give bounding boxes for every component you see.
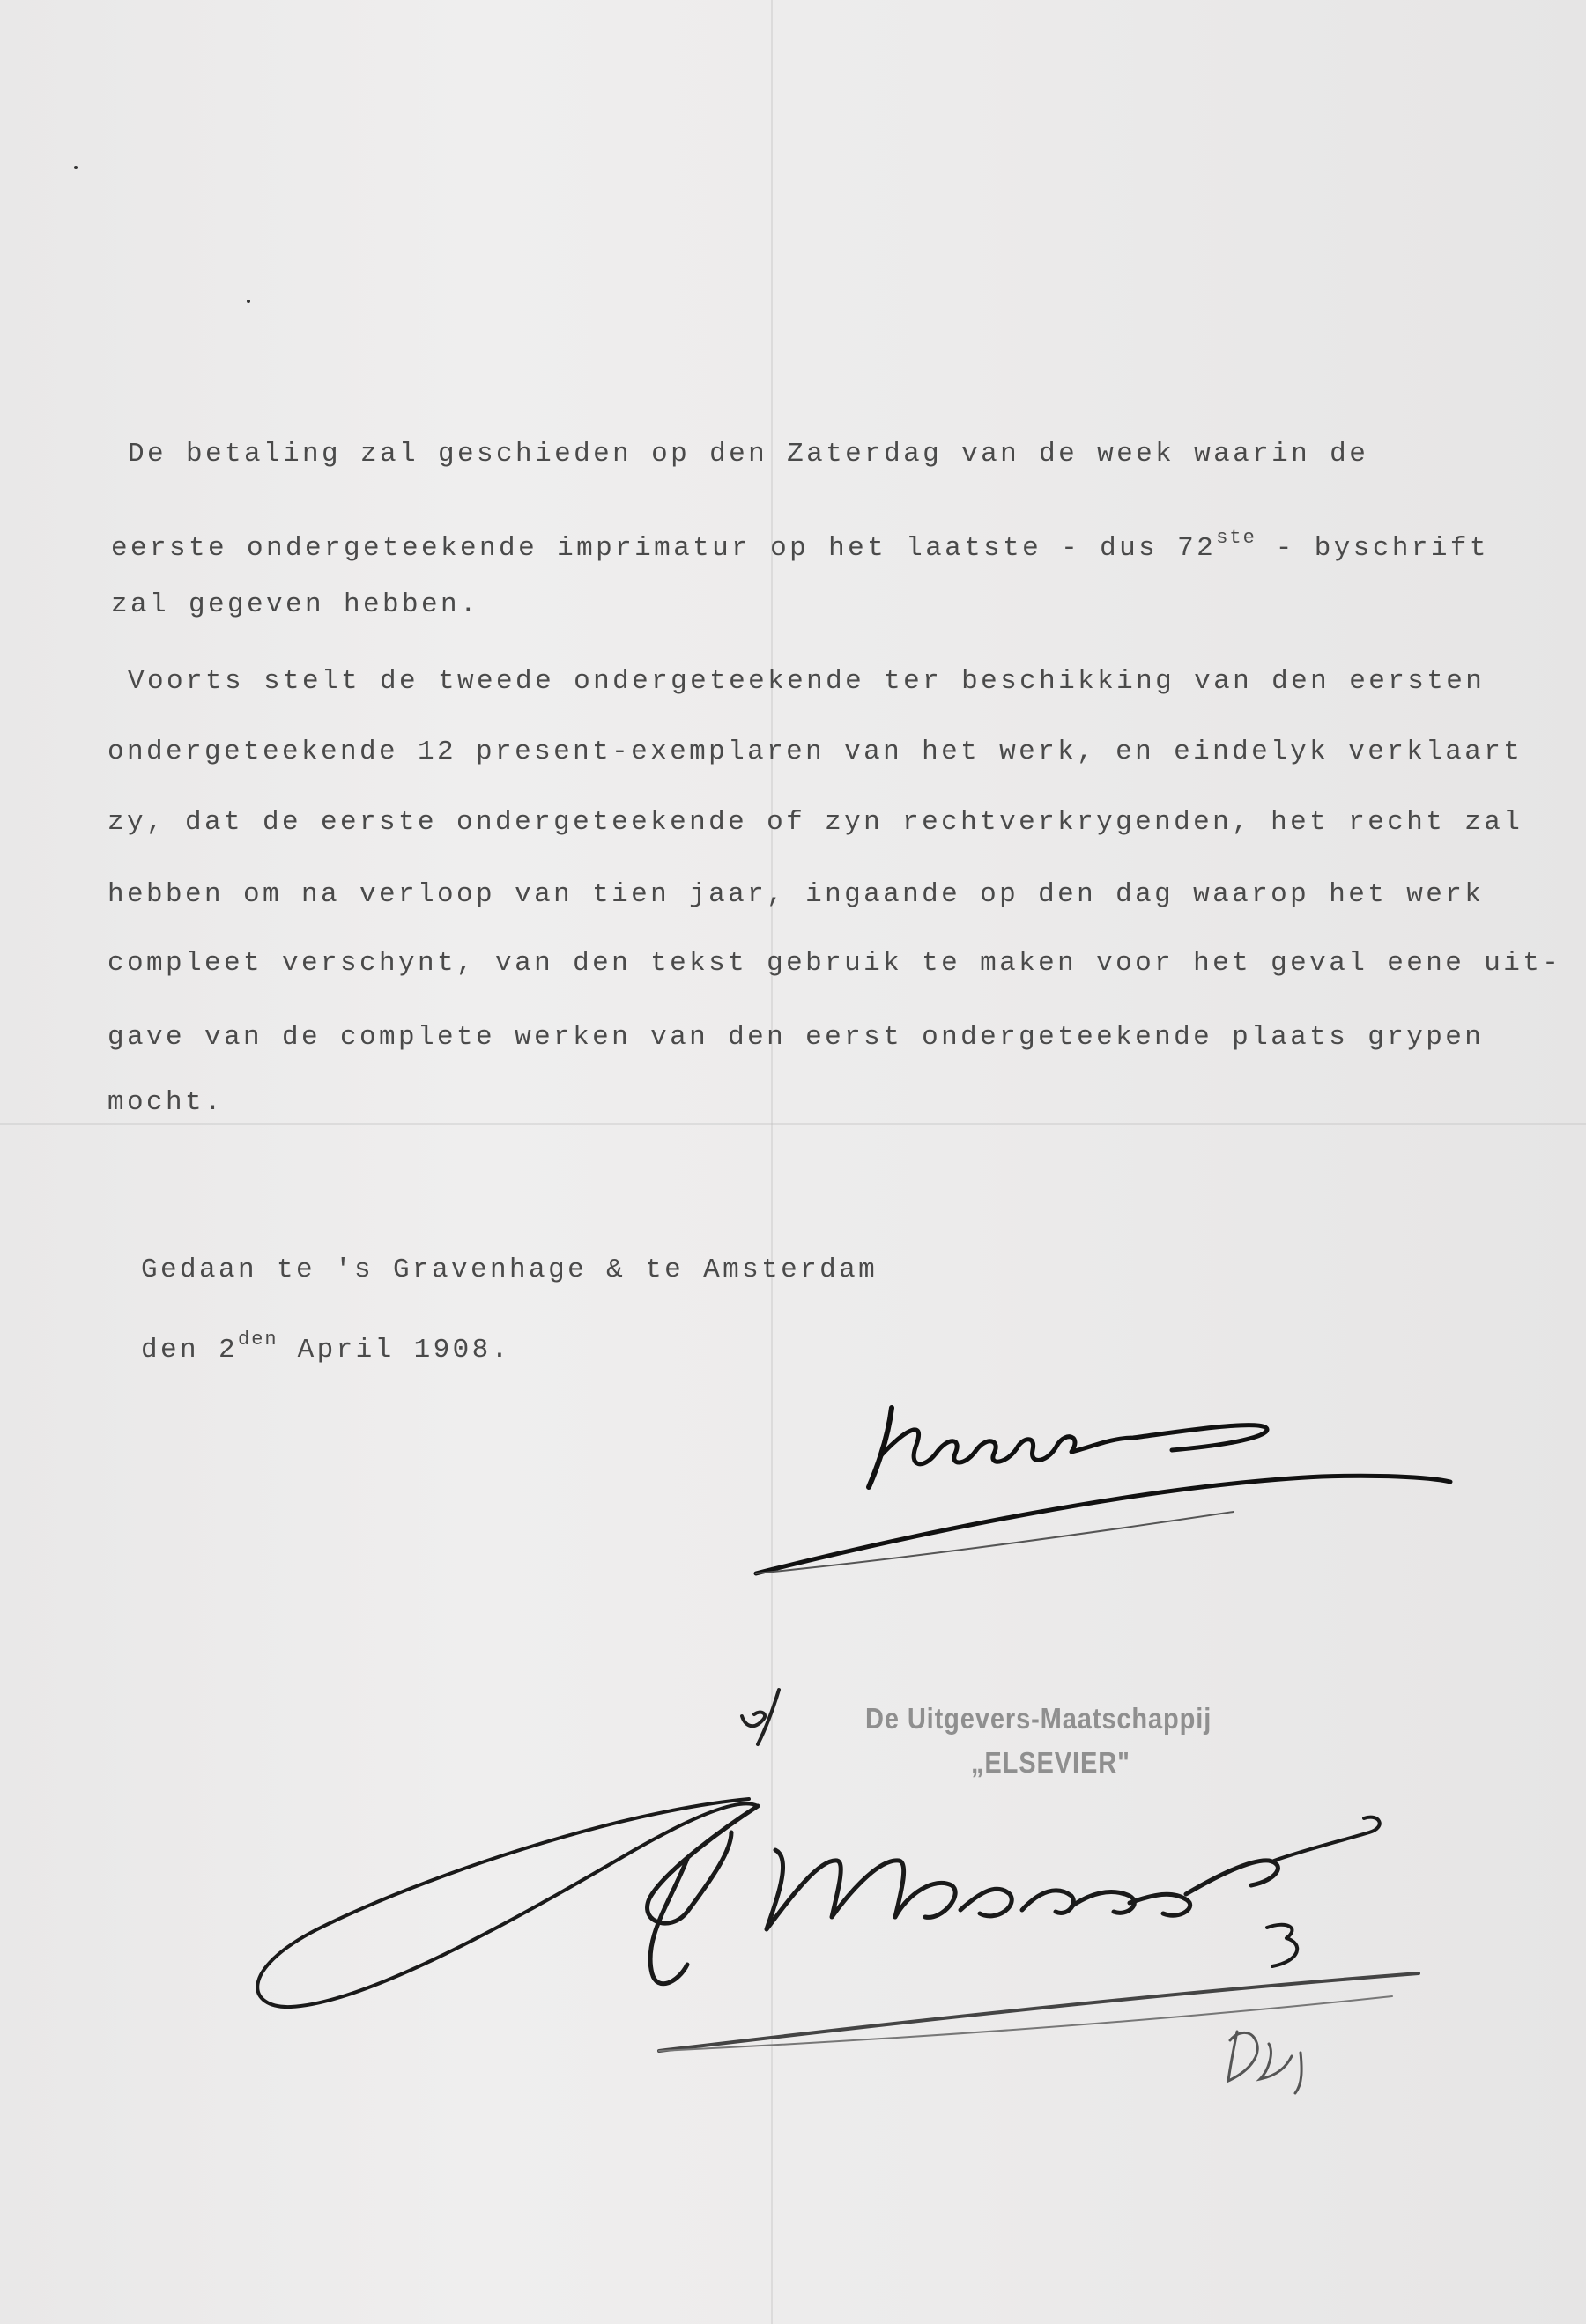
closing-place: Gedaan te 's Gravenhage & te Amsterdam (141, 1255, 878, 1285)
per-procuration-mark (742, 1690, 779, 1744)
paragraph-2-line-7: mocht. (107, 1087, 225, 1118)
paragraph-2-line-1: Voorts stelt de tweede ondergeteekende ter beschikking van den eersten (128, 666, 1486, 697)
publisher-stamp-line-2: „ELSEVIER" (971, 1746, 1130, 1779)
annotation-initials (1228, 2032, 1301, 2093)
paragraph-2-line-2: ondergeteekende 12 present-exemplaren van het werk, en eindelyk verklaart (107, 736, 1523, 767)
paragraph-1-line-2: eerste ondergeteekende imprimatur op het laatste - dus 72ste - byschrift (111, 527, 1489, 564)
paragraph-1-line-1: De betaling zal geschieden op den Zaterdag van de week waarin de (128, 439, 1369, 470)
paragraph-2-line-4: hebben om na verloop van tien jaar, ingaande op den dag waarop het werk (107, 879, 1485, 910)
paragraph-2-line-5: compleet verschynt, van den tekst gebruik te maken voor het geval eene uit- (107, 948, 1562, 979)
closing-date: den $2^{den}$ April 1908. (141, 1329, 511, 1366)
signature-second (257, 1799, 1419, 2051)
signature-first (756, 1408, 1450, 1573)
paragraph-1-line-3: zal gegeven hebben. (111, 589, 480, 620)
paragraph-2-line-6: gave van de complete werken van den eerst ondergeteekende plaats grypen (107, 1022, 1485, 1053)
paragraph-2-line-3: zy, dat de eerste ondergeteekende of zyn rechtverkrygenden, het recht zal (107, 807, 1523, 838)
ordinal-superscript: ste (1216, 527, 1256, 549)
publisher-stamp-line-1: De Uitgevers-Maatschappij (865, 1702, 1212, 1735)
